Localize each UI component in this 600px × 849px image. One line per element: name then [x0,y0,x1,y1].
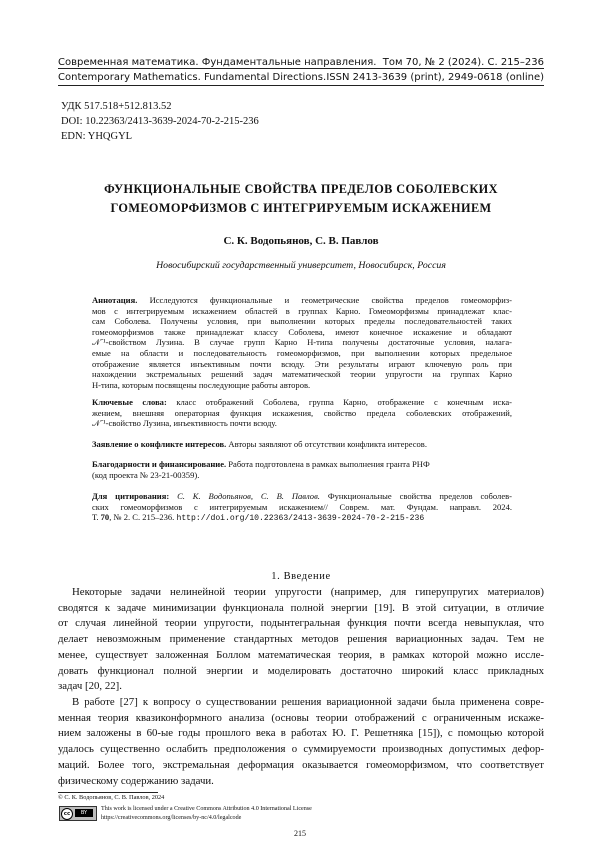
funding-label: Благодарности и финансирование. [92,459,227,469]
abstract-label: Аннотация. [92,295,138,305]
keywords-label: Ключевые слова: [92,397,167,407]
license-text: This work is licensed under a Creative Commons Attribution 4.0 International License [101,806,312,812]
doi-code: DOI: 10.22363/2413-3639-2024-70-2-215-236 [61,116,259,127]
creative-commons-badge[interactable] [59,806,97,821]
article-authors: С. К. Водопьянов, С. В. Павлов [223,235,379,247]
conflict-label: Заявление о конфликте интересов. [92,439,227,449]
page-number: 215 [294,829,306,838]
title-line-1: ФУНКЦИОНАЛЬНЫЕ СВОЙСТВА ПРЕДЕЛОВ СОБОЛЕВСКИХ [104,182,498,196]
funding-statement: Благодарности и финансирование. Работа подготовлена в рамках выполнения гранта РНФ (код проекта № 23-21-00359). [92,459,430,480]
edn-code: EDN: YHQGYL [61,131,133,142]
intro-paragraph-1: Некоторые задачи нелинейной теории упругости (например, для гиперупругих материалов) сводятся к задаче минимизации функционала полной энергии [19]. В этой ситуации, в отличие от случая линейной теории упругости, подынтегральная функция почти всегда невыпуклая, что делает невозможным применение стандартных методов решения вариационных задач. Тем не менее, существует заложенная Боллом математическая теория, в рамках которой можно иссле- довать функционал полной энергии и моделировать достаточно широкий класс прикладных задач [20, 22]. [58,586,544,693]
section-heading: 1. Введение [271,571,331,582]
journal-name-en: Contemporary Mathematics. Fundamental Directions. [58,72,327,83]
abstract: Аннотация. Исследуются функциональные и геометрические свойства пределов гомеоморфиз- мов с интегрируемым искажением областей в группах Карно. Гомеоморфизмы принадлежат клас- сам Соболева. Получены условия, при выполнении которых пределы последовательностей таких гомеоморфизмов также принадлежат классу Соболева, имеют конечное искажение и обладают 𝒩⁻¹-свойством Лузина. В случае групп Карно H-типа получены достаточные условия, налага- емые на области и последовательность гомеоморфизмов, при выполнении которых предельное отображение является инъективным почти всюду. Эти результаты играют ключевую роль при нахождении экстремальных решений задач математической теории упругости на группах Карно H-типа, которым посвящены последующие работы авторов. [92,295,512,390]
keywords: Ключевые слова: класс отображений Соболева, группа Карно, отображение с конечным иска- жением, внешняя операторная функция искажения, свойство предела соболевских отображений, 𝒩⁻¹-свойство Лузина, инъективность почти всюду. [92,397,512,429]
article-title [58,180,544,218]
header-rule-bottom [58,85,544,86]
doi-link[interactable]: http://doi.org/10.22363/2413-3639-2024-70-2-215-236 [176,514,425,524]
author-affiliation: Новосибирский государственный университет, Новосибирск, Россия [156,260,446,271]
copyright-notice: © С. К. Водопьянов, С. В. Павлов, 2024 [58,794,165,801]
citation-block: Для цитирования: С. К. Водопьянов, С. В. Павлов. Функциональные свойства пределов соболев- ских гомеоморфизмов с интегрируемым искажением// Соврем. мат. Фундам. направл. 2024. Т. 70, № 2. С. 215–236. http://doi.org/10.22363/2413-3639-2024-70-2-215-236 [92,491,512,524]
footnote-rule [58,792,158,793]
license-url[interactable]: https://creativecommons.org/licenses/by-nc/4.0/legalcode [101,815,242,821]
issn-info: ISSN 2413-3639 (print), 2949-0618 (online) [326,72,544,83]
header-rule-top [58,68,544,69]
cc-logo-icon: cc [61,808,73,820]
journal-name-ru: Современная математика. Фундаментальные направления. [58,57,377,68]
intro-paragraph-2: В работе [27] к вопросу о существовании решения вариационной задачи была применена совре- менная теория квазиконформного анализа (основы теории отображений с ограниченным искаже- нием заложены в 60-ые годы прошлого века в работах Ю. Г. Решетняка [15]), с помощью которой удалось существенно ослабить предположения о суммируемости производных допустимых дефор- маций. Более того, экстремальная деформация оказывается гомеоморфизмом, что соответствует физическому содержанию задачи. [58,696,544,787]
udk-code: УДК 517.518+512.813.52 [61,101,172,112]
citation-label: Для цитирования: [92,491,170,501]
title-line-2: ГОМЕОМОРФИЗМОВ С ИНТЕГРИРУЕМЫМ ИСКАЖЕНИЕМ [110,201,492,215]
volume-info-ru: Том 70, № 2 (2024). С. 215–236 [382,57,544,68]
conflict-statement: Заявление о конфликте интересов. Авторы заявляют об отсутствии конфликта интересов. [92,439,427,449]
cc-by-icon: BY [75,809,93,817]
article-identifiers [61,99,259,144]
